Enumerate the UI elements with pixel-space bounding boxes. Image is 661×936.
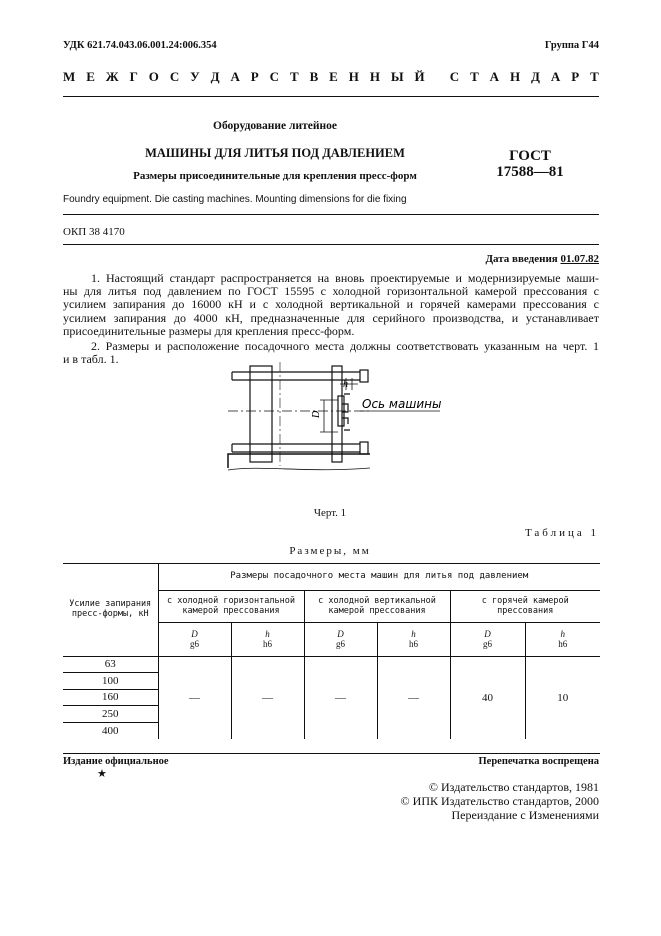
column-header [158,622,231,656]
column-tolerance: h6 [409,639,418,649]
table-units: Размеры, мм [289,545,371,557]
standard-type-letter: Г [129,69,138,84]
column-header [377,622,450,656]
standard-type-letter: Р [250,69,259,84]
star-mark: ★ [97,768,107,780]
drawing-caption: Черт. 1 [313,507,347,519]
column-tolerance: g6 [483,639,492,649]
subgroup-header: с холодной горизонтальной камерой прессования [158,590,304,622]
header-rule [63,96,599,97]
column-tolerance: g6 [190,639,199,649]
dimensions-table [63,563,600,739]
standard-type-letter: С [169,69,180,84]
standard-type-letter: Ж [105,69,119,84]
paragraph-line: и в табл. 1. [63,352,119,367]
column-header [231,622,304,656]
paragraph-line: усилием запирания до 16000 кН и с холодной вертикальной и горячей камерами прессования с [63,297,599,312]
standard-type-letter: Д [531,69,540,84]
subgroup-header: с горячей камерой прессования [450,590,600,622]
subgroup-header: с холодной вертикальной камерой прессования [304,590,450,622]
okp-rule [63,244,599,245]
standard-type-letter: С [449,69,460,84]
paragraph-line: 1. Настоящий стандарт распространяется на вновь проектируемые и модернизируемые маши- [91,271,599,285]
copyright-line: © ИПК Издательство стандартов, 2000 [400,794,599,808]
group-header: Размеры посадочного места машин для литья под давлением [158,563,600,590]
reprint-notice: Перепечатка воспрещена [478,756,599,767]
gost-label: ГОСТ [509,148,551,164]
subtitle: Размеры присоединительные для крепления пресс-форм [133,170,417,182]
force-cell: 63 [63,656,158,673]
udk-code: УДК 621.74.043.06.001.24:006.354 [63,40,217,51]
intro-date-label: Дата введения [485,253,558,265]
intro-date-value: 01.07.82 [560,253,599,265]
value-cell: — [304,656,377,739]
english-title: Foundry equipment. Die casting machines. Mounting dimensions for die fixing [63,194,407,205]
column-symbol: h [411,629,416,639]
value-cell: — [377,656,450,739]
paragraph-line: присоединительные размеры для крепления пресс-форм. [63,323,355,338]
copyright-line: © Издательство стандартов, 1981 [428,780,599,794]
value-cell: 10 [525,656,600,739]
h-dimension-label: h [343,379,348,390]
standard-type-letter: А [230,69,240,84]
force-cell: 400 [63,722,158,739]
table-label: Таблица 1 [524,527,599,539]
force-cell: 250 [63,706,158,723]
column-symbol: D [191,629,198,639]
standard-type-letter: Н [369,69,380,84]
mounting-drawing [220,360,450,485]
standard-type-letter: А [489,69,500,84]
paragraph-line: ны для литья под давлением по ГОСТ 15595 с холодной горизонтальной камерой прессования с [63,284,599,299]
standard-type-letter: Ы [390,69,404,84]
group-code: Группа Г44 [544,40,599,51]
column-tolerance: h6 [263,639,272,649]
column-tolerance: g6 [336,639,345,649]
standard-type-letter: Е [86,69,95,84]
column-header [525,622,600,656]
column-header [450,622,525,656]
column-tolerance: h6 [558,639,568,649]
standard-type-letter: Н [348,69,359,84]
column-symbol: h [560,629,565,639]
okp-code: ОКП 38 4170 [63,226,125,238]
standard-type-letter: Й [414,69,425,84]
column-header [304,622,377,656]
standard-type-letter: О [148,69,159,84]
standard-type-letter: Т [470,69,479,84]
standard-type-letter: Д [210,69,220,84]
paragraph-line: 2. Размеры и расположение посадочного места должны соответствовать указанным на черт. 1 [91,339,599,353]
d-dimension-label: D [311,410,322,418]
force-cell: 160 [63,689,158,706]
value-cell: — [231,656,304,739]
machine-axis-label: Ось машины [362,397,442,411]
official-edition: Издание официальное [63,756,169,767]
standard-type-letter [436,69,439,85]
standard-type-heading [63,69,599,85]
standard-type-letter: А [550,69,561,84]
column-symbol: h [265,629,270,639]
standard-type-letter: Т [289,69,299,84]
standard-type-letter: С [269,69,280,84]
force-header: Усилие запирания пресс-формы, кН [63,563,158,656]
category-title: Оборудование литейное [213,120,337,132]
copyright-block [401,780,599,822]
main-title: МАШИНЫ ДЛЯ ЛИТЬЯ ПОД ДАВЛЕНИЕМ [145,146,405,160]
standard-type-letter: Н [509,69,521,84]
copyright-line: Переиздание с Изменениями [451,808,599,822]
intro-date [485,253,599,265]
standard-type-letter: М [63,69,76,84]
standard-type-letter: Т [590,69,599,84]
column-symbol: D [337,629,344,639]
value-cell: — [158,656,231,739]
title-rule [63,214,599,215]
paragraph-line: усилием запирания до 4000 кН, предназначенные для серийного производства, и устанавливает [63,310,599,325]
value-cell: 40 [450,656,525,739]
standard-type-letter: Е [329,69,338,84]
column-symbol: D [484,629,491,639]
standard-type-letter: У [190,69,200,84]
standard-type-letter: Р [571,69,580,84]
footer-rule [63,753,600,754]
force-cell: 100 [63,673,158,690]
gost-number: 17588—81 [496,164,564,180]
standard-type-letter: В [309,69,319,84]
paragraph-1 [63,272,599,338]
